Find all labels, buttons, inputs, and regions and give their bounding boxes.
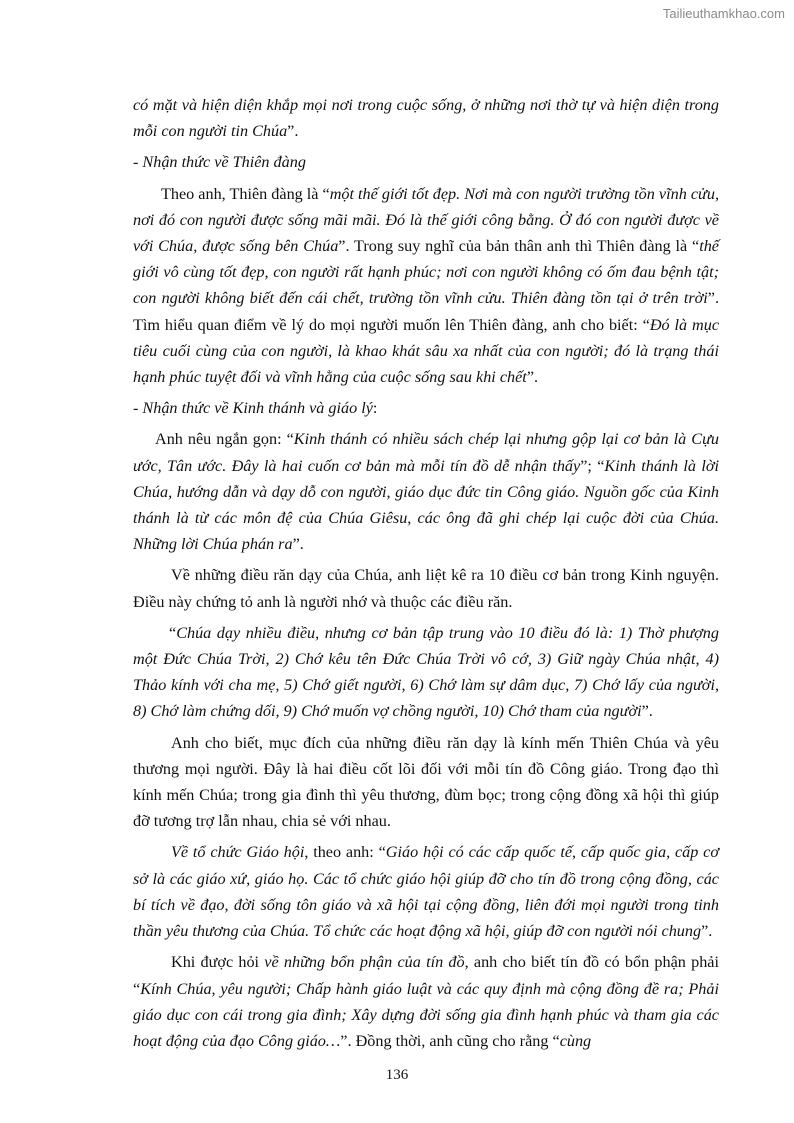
italic-text-run: Kính Chúa, yêu người; Chấp hành giáo luật và các quy định mà cộng đồng đề ra; Phải giáo dục con cái trong gia đình; Xây dựng đời sống gia đình hạnh phúc và tham gia các hoạt động của đạo Công giáo…	[133, 979, 719, 1050]
text-run: ”. Tìm hiểu quan điểm về lý do mọi người muốn lên Thiên đàng, anh cho biết: “	[133, 289, 719, 334]
italic-text-run: một thế giới tốt đẹp. Nơi mà con người trường tồn vĩnh cửu, nơi đó con người được sống mãi mãi. Đó là thế giới công bằng. Ở đó con người được về với Chúa, được sống bên Chúa	[133, 184, 719, 256]
text-run: ”.	[641, 702, 653, 721]
text-run: ”. Đồng thời, anh cũng cho rằng “	[340, 1031, 560, 1050]
para-bon-phan	[133, 949, 719, 1054]
heading-thien-dang	[133, 149, 719, 175]
italic-text-run: về những bổn phận của tín đồ	[264, 953, 465, 972]
para-thien-dang	[133, 181, 719, 391]
para-dieu-ran	[133, 562, 719, 614]
page-body	[133, 92, 719, 1054]
italic-text-run: thế giới vô cùng tốt đẹp, con người rất hạnh phúc; nơi con người không có ốm đau bệnh tật; con người không biết đến cái chết, trường tồn vĩnh cửu. Thiên đàng tồn tại ở trên trời	[133, 237, 719, 308]
italic-text-run: Kinh thánh có nhiều sách chép lại nhưng gộp lại cơ bản là Cựu ước, Tân ước. Đây là hai cuốn cơ bản mà mỗi tín đồ dễ nhận thấy	[133, 430, 719, 475]
para-10-dieu	[133, 620, 719, 725]
text-run: Theo anh, Thiên đàng là “	[161, 184, 330, 203]
para-muc-dich	[133, 730, 719, 835]
text-run: :	[372, 399, 378, 418]
para-continued	[133, 92, 719, 144]
watermark-text: Tailieuthamkhao.com	[662, 6, 785, 21]
italic-text-run: có mặt và hiện diện khắp mọi nơi trong cuộc sống, ở những nơi thờ tự và hiện diện trong mỗi con người tin Chúa	[133, 96, 719, 141]
italic-text-run: Đó là mục tiêu cuối cùng của con người, là khao khát sâu xa nhất của con người; đó là trạng thái hạnh phúc tuyệt đối và vĩnh hằng của cuộc sống sau khi chết	[133, 315, 720, 387]
text-run: “	[169, 623, 177, 642]
text-run: , anh cho biết tín đồ có bổn phận phải “	[133, 953, 719, 998]
italic-text-run: Chúa dạy nhiều điều, nhưng cơ bản tập trung vào 10 điều đó là: 1) Thờ phượng một Đức Chúa Trời, 2) Chớ kêu tên Đức Chúa Trời vô cớ, 3) Giữ ngày Chúa nhật, 4) Thảo kính với cha mẹ, 5) Chớ giết người, 6) Chớ làm sự dâm dục, 7) Chớ lấy của người, 8) Chớ làm chứng dối, 9) Chớ muốn vợ chồng người, 10) Chớ tham của người	[133, 623, 719, 721]
italic-text-run: Giáo hội có các cấp quốc tế, cấp quốc gia, cấp cơ sở là các giáo xứ, giáo họ. Các tổ chức giáo hội giúp đỡ cho tín đồ trong cộng đồng, các bí tích về đạo, đời sống tôn giáo và xã hội tại cộng đồng, liên đới mọi người trong tinh thần yêu thương của Chúa. Tổ chức các hoạt động xã hội, giúp đỡ con người nói chung	[133, 843, 719, 941]
text-run: Anh cho biết, mục đích của những điều răn dạy là kính mến Thiên Chúa và yêu thương mọi người. Đây là hai điều cốt lõi đối với mỗi tín đồ Công giáo. Trong đạo thì kính mến Chúa; trong gia đình thì yêu thương, đùm bọc; trong cộng đồng xã hội thì giúp đỡ tương trợ lẫn nhau, chia sẻ với nhau.	[133, 733, 719, 831]
text-run: ”; “	[580, 456, 605, 475]
text-run: Khi được hỏi	[171, 953, 265, 972]
text-run: ”.	[526, 368, 539, 387]
text-run: , theo anh: “	[304, 843, 386, 862]
para-kinh-thanh	[133, 426, 719, 557]
text-run: ”.	[287, 122, 299, 141]
text-run: ”. Trong suy nghĩ của bản thân anh thì Thiên đàng là “	[338, 237, 700, 256]
text-run: ”.	[292, 535, 304, 554]
text-run: Về những điều răn dạy của Chúa, anh liệt kê ra 10 điều cơ bản trong Kinh nguyện. Điều này chứng tỏ anh là người nhớ và thuộc các điều răn.	[133, 566, 719, 611]
italic-text-run: Kinh thánh là lời Chúa, hướng dẫn và dạy dỗ con người, giáo dục đức tin Công giáo. Nguồn gốc của Kinh thánh là từ các môn đệ của Chúa Giêsu, các ông đã ghi chép lại cuộc đời của Chúa. Những lời Chúa phán ra	[133, 456, 719, 554]
italic-text-run: cùng	[559, 1031, 592, 1050]
italic-text-run: - Nhận thức về Kinh thánh và giáo lý	[133, 399, 373, 418]
para-giao-hoi	[133, 839, 719, 944]
text-run: ”.	[701, 922, 713, 941]
text-run: Anh nêu ngắn gọn: “	[155, 430, 294, 449]
heading-kinh-thanh	[133, 395, 719, 421]
italic-text-run: - Nhận thức về Thiên đàng	[133, 153, 306, 172]
page-number: 136	[385, 1067, 409, 1083]
italic-text-run: Về tổ chức Giáo hội	[171, 843, 305, 862]
